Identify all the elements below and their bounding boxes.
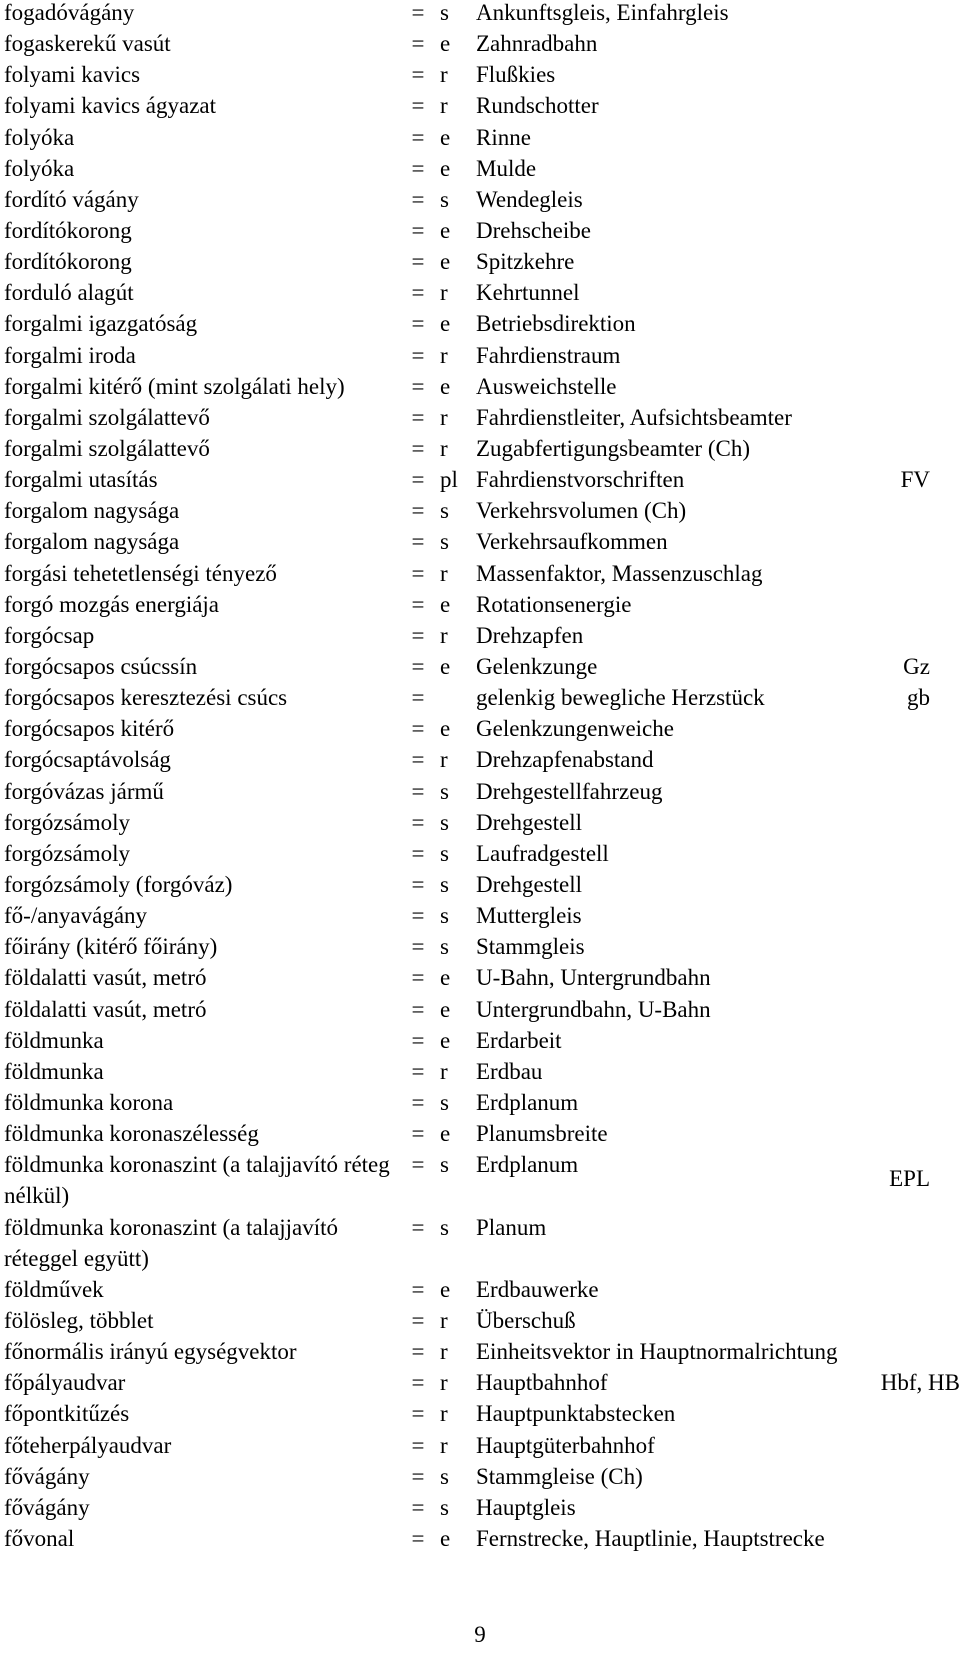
gender-marker: s: [440, 903, 449, 929]
equals-sign: =: [411, 1152, 425, 1178]
abbreviation: EPL: [889, 1166, 930, 1192]
german-term: Planumsbreite: [476, 1121, 608, 1147]
german-term: Stammgleise (Ch): [476, 1463, 643, 1489]
glossary-entry: [0, 218, 960, 249]
gender-marker: e: [440, 311, 451, 337]
equals-sign: =: [411, 1401, 425, 1427]
glossary-entry: [0, 1401, 960, 1432]
german-term: Ankunftsgleis, Einfahrgleis: [476, 0, 729, 25]
german-term: Hauptbahnhof: [476, 1370, 608, 1396]
glossary-entry: [0, 311, 960, 342]
equals-sign: =: [411, 1370, 425, 1396]
glossary-entry: [0, 1028, 960, 1059]
gender-marker: r: [440, 1307, 448, 1333]
gender-marker: s: [440, 809, 449, 835]
gender-marker: e: [440, 1121, 451, 1147]
gender-marker: r: [440, 1339, 448, 1365]
glossary-entry: [0, 716, 960, 747]
glossary-entry: [0, 280, 960, 311]
hungarian-term: forgóvázas jármű: [4, 778, 164, 804]
gender-marker: e: [440, 124, 451, 150]
gender-marker: r: [440, 1401, 448, 1427]
german-term: gelenkig bewegliche Herzstück: [476, 685, 765, 711]
equals-sign: =: [411, 1214, 425, 1240]
hungarian-term: forgási tehetetlenségi tényező: [4, 560, 277, 586]
gender-marker: r: [440, 1370, 448, 1396]
glossary-entry: [0, 685, 960, 716]
equals-sign: =: [411, 31, 425, 57]
german-term: Drehgestell: [476, 871, 583, 897]
german-term: Kehrtunnel: [476, 280, 580, 306]
gender-marker: e: [440, 249, 451, 275]
hungarian-term: fölösleg, többlet: [4, 1307, 154, 1333]
gender-marker: e: [440, 996, 451, 1022]
equals-sign: =: [411, 155, 425, 181]
glossary-entry: [0, 903, 960, 934]
hungarian-term: forgalmi igazgatóság: [4, 311, 198, 337]
hungarian-term: földmunka koronaszint (a talajjavító réteg nélkül): [4, 1152, 390, 1209]
gender-marker: r: [440, 280, 448, 306]
abbreviation: gb: [907, 685, 930, 711]
page-number: 9: [474, 1622, 486, 1647]
glossary-entry: [0, 747, 960, 778]
hungarian-term: forgózsámoly: [4, 840, 131, 866]
german-term: Gelenkzunge: [476, 653, 598, 679]
gender-marker: e: [440, 965, 451, 991]
hungarian-term: fő-/anyavágány: [4, 903, 148, 929]
hungarian-term: földalatti vasút, metró: [4, 996, 207, 1022]
hungarian-term: főnormális irányú egységvektor: [4, 1339, 297, 1365]
equals-sign: =: [411, 280, 425, 306]
glossary-entry: [0, 779, 960, 810]
gender-marker: r: [440, 1432, 448, 1458]
gender-marker: s: [440, 1089, 449, 1115]
hungarian-term: fordítókorong: [4, 249, 132, 275]
hungarian-term: forgalmi utasítás: [4, 467, 158, 493]
glossary-entry: [0, 623, 960, 654]
hungarian-term: fogadóvágány: [4, 0, 135, 25]
gender-marker: s: [440, 1214, 449, 1240]
glossary-entry: [0, 654, 960, 685]
equals-sign: =: [411, 622, 425, 648]
hungarian-term: forgócsapos csúcssín: [4, 653, 198, 679]
glossary-entry: [0, 249, 960, 280]
equals-sign: =: [411, 0, 425, 25]
hungarian-term: földalatti vasút, metró: [4, 965, 207, 991]
equals-sign: =: [411, 685, 425, 711]
hungarian-term: fordítókorong: [4, 217, 132, 243]
gender-marker: r: [440, 747, 448, 773]
hungarian-term: fővágány: [4, 1463, 90, 1489]
equals-sign: =: [411, 467, 425, 493]
german-term: U-Bahn, Untergrundbahn: [476, 965, 711, 991]
hungarian-term: főpontkitűzés: [4, 1401, 130, 1427]
hungarian-term: forgalmi szolgálattevő: [4, 404, 210, 430]
german-term: Fernstrecke, Hauptlinie, Hauptstrecke: [476, 1525, 825, 1551]
gender-marker: e: [440, 373, 451, 399]
glossary-entry: [0, 1526, 960, 1557]
gender-marker: s: [440, 840, 449, 866]
equals-sign: =: [411, 404, 425, 430]
glossary-entry: [0, 187, 960, 218]
german-term: Drehzapfen: [476, 622, 584, 648]
equals-sign: =: [411, 965, 425, 991]
hungarian-term: forduló alagút: [4, 280, 134, 306]
hungarian-term: forgalmi kitérő (mint szolgálati hely): [4, 373, 345, 399]
glossary-entry: [0, 997, 960, 1028]
equals-sign: =: [411, 217, 425, 243]
glossary-entry: [0, 810, 960, 841]
german-term: Drehgestell: [476, 809, 583, 835]
glossary-entry: [0, 1121, 960, 1152]
german-term: Stammgleis: [476, 934, 585, 960]
german-term: Muttergleis: [476, 903, 582, 929]
glossary-entry: [0, 1090, 960, 1121]
glossary-entry: [0, 934, 960, 965]
hungarian-term: földmunka: [4, 1027, 104, 1053]
german-term: Wendegleis: [476, 186, 583, 212]
gender-marker: s: [440, 778, 449, 804]
glossary-entry: [0, 872, 960, 903]
equals-sign: =: [411, 560, 425, 586]
gender-marker: e: [440, 591, 451, 617]
german-term: Fahrdienstvorschriften: [476, 467, 685, 493]
glossary-entry: [0, 529, 960, 560]
abbreviation: Gz: [903, 653, 930, 679]
glossary-entry: [0, 1059, 960, 1090]
glossary-entry: [0, 1370, 960, 1401]
german-term: Betriebsdirektion: [476, 311, 636, 337]
hungarian-term: földmunka: [4, 1058, 104, 1084]
german-term: Mulde: [476, 155, 537, 181]
equals-sign: =: [411, 93, 425, 119]
german-term: Hauptpunktabstecken: [476, 1401, 676, 1427]
equals-sign: =: [411, 778, 425, 804]
german-term: Gelenkzungenweiche: [476, 716, 674, 742]
equals-sign: =: [411, 435, 425, 461]
glossary-entry: [0, 1277, 960, 1308]
gender-marker: r: [440, 404, 448, 430]
hungarian-term: forgalom nagysága: [4, 529, 180, 555]
gender-marker: s: [440, 1463, 449, 1489]
equals-sign: =: [411, 716, 425, 742]
gender-marker: s: [440, 0, 449, 25]
gender-marker: r: [440, 435, 448, 461]
equals-sign: =: [411, 871, 425, 897]
glossary-entry: [0, 1433, 960, 1464]
glossary-entry: [0, 125, 960, 156]
gender-marker: s: [440, 934, 449, 960]
hungarian-term: forgalmi iroda: [4, 342, 136, 368]
german-term: Drehzapfenabstand: [476, 747, 654, 773]
glossary-entry: [0, 0, 960, 31]
gender-marker: r: [440, 93, 448, 119]
glossary-entry: [0, 561, 960, 592]
hungarian-term: földmunka koronaszint (a talajjavító réteggel együtt): [4, 1214, 339, 1271]
german-term: Massenfaktor, Massenzuschlag: [476, 560, 763, 586]
gender-marker: r: [440, 622, 448, 648]
gender-marker: s: [440, 1152, 449, 1178]
hungarian-term: forgó mozgás energiája: [4, 591, 220, 617]
glossary-entry: [0, 1308, 960, 1339]
gender-marker: e: [440, 1276, 451, 1302]
equals-sign: =: [411, 373, 425, 399]
glossary-entry: [0, 343, 960, 374]
german-term: Einheitsvektor in Hauptnormalrichtung: [476, 1339, 838, 1365]
hungarian-term: forgalmi szolgálattevő: [4, 435, 210, 461]
hungarian-term: fogaskerekű vasút: [4, 31, 171, 57]
hungarian-term: forgalom nagysága: [4, 498, 180, 524]
hungarian-term: földmunka koronaszélesség: [4, 1121, 259, 1147]
equals-sign: =: [411, 342, 425, 368]
equals-sign: =: [411, 62, 425, 88]
glossary-entry: [0, 467, 960, 498]
glossary-entry: [0, 965, 960, 996]
glossary-entry: [0, 1464, 960, 1495]
equals-sign: =: [411, 1432, 425, 1458]
gender-marker: r: [440, 1058, 448, 1084]
gender-marker: pl: [440, 467, 458, 493]
glossary-entry: [0, 62, 960, 93]
glossary-entry: [0, 1152, 960, 1214]
equals-sign: =: [411, 498, 425, 524]
german-term: Hauptgleis: [476, 1494, 576, 1520]
gender-marker: e: [440, 155, 451, 181]
glossary-entry: [0, 156, 960, 187]
hungarian-term: földmunka korona: [4, 1089, 174, 1115]
german-term: Ausweichstelle: [476, 373, 617, 399]
equals-sign: =: [411, 249, 425, 275]
german-term: Verkehrsvolumen (Ch): [476, 498, 687, 524]
gender-marker: e: [440, 31, 451, 57]
german-term: Erdarbeit: [476, 1027, 562, 1053]
german-term: Erdplanum: [476, 1152, 579, 1178]
german-term: Fahrdienstraum: [476, 342, 621, 368]
equals-sign: =: [411, 1121, 425, 1147]
german-term: Flußkies: [476, 62, 556, 88]
hungarian-term: földművek: [4, 1276, 104, 1302]
equals-sign: =: [411, 1339, 425, 1365]
german-term: Überschuß: [476, 1307, 576, 1333]
gender-marker: s: [440, 871, 449, 897]
german-term: Rinne: [476, 124, 531, 150]
abbreviation: Hbf, HB: [880, 1370, 960, 1396]
equals-sign: =: [411, 840, 425, 866]
equals-sign: =: [411, 934, 425, 960]
glossary-entry: [0, 1495, 960, 1526]
gender-marker: s: [440, 186, 449, 212]
glossary-entry: [0, 31, 960, 62]
hungarian-term: forgócsapos keresztezési csúcs: [4, 685, 288, 711]
equals-sign: =: [411, 1276, 425, 1302]
glossary-entry: [0, 1215, 960, 1277]
hungarian-term: főpályaudvar: [4, 1370, 126, 1396]
german-term: Planum: [476, 1214, 547, 1240]
german-term: Erdbau: [476, 1058, 543, 1084]
gender-marker: s: [440, 498, 449, 524]
hungarian-term: folyóka: [4, 155, 75, 181]
hungarian-term: forgócsapos kitérő: [4, 716, 175, 742]
glossary-entry: [0, 374, 960, 405]
german-term: Erdplanum: [476, 1089, 579, 1115]
german-term: Hauptgüterbahnhof: [476, 1432, 655, 1458]
glossary-entry: [0, 405, 960, 436]
hungarian-term: folyóka: [4, 124, 75, 150]
equals-sign: =: [411, 1058, 425, 1084]
glossary-entry: [0, 498, 960, 529]
german-term: Zahnradbahn: [476, 31, 598, 57]
equals-sign: =: [411, 311, 425, 337]
abbreviation: FV: [900, 467, 930, 493]
gender-marker: e: [440, 1027, 451, 1053]
gender-marker: e: [440, 716, 451, 742]
german-term: Spitzkehre: [476, 249, 575, 275]
equals-sign: =: [411, 124, 425, 150]
german-term: Rundschotter: [476, 93, 599, 119]
equals-sign: =: [411, 591, 425, 617]
hungarian-term: folyami kavics ágyazat: [4, 93, 217, 119]
glossary-entry: [0, 1339, 960, 1370]
equals-sign: =: [411, 1089, 425, 1115]
gender-marker: e: [440, 653, 451, 679]
equals-sign: =: [411, 653, 425, 679]
german-term: Laufradgestell: [476, 840, 609, 866]
gender-marker: s: [440, 529, 449, 555]
hungarian-term: folyami kavics: [4, 62, 141, 88]
gender-marker: e: [440, 217, 451, 243]
glossary-entry: [0, 592, 960, 623]
german-term: Untergrundbahn, U-Bahn: [476, 996, 711, 1022]
hungarian-term: fővágány: [4, 1494, 90, 1520]
equals-sign: =: [411, 1525, 425, 1551]
german-term: Rotationsenergie: [476, 591, 632, 617]
german-term: Erdbauwerke: [476, 1276, 599, 1302]
equals-sign: =: [411, 186, 425, 212]
gender-marker: r: [440, 62, 448, 88]
german-term: Fahrdienstleiter, Aufsichtsbeamter: [476, 404, 792, 430]
equals-sign: =: [411, 996, 425, 1022]
hungarian-term: forgózsámoly (forgóváz): [4, 871, 233, 897]
hungarian-term: főteherpályaudvar: [4, 1432, 172, 1458]
gender-marker: r: [440, 342, 448, 368]
equals-sign: =: [411, 747, 425, 773]
hungarian-term: forgózsámoly: [4, 809, 131, 835]
equals-sign: =: [411, 809, 425, 835]
equals-sign: =: [411, 903, 425, 929]
gender-marker: s: [440, 1494, 449, 1520]
german-term: Drehgestellfahrzeug: [476, 778, 663, 804]
hungarian-term: forgócsap: [4, 622, 95, 648]
equals-sign: =: [411, 1027, 425, 1053]
glossary-entry: [0, 436, 960, 467]
equals-sign: =: [411, 1463, 425, 1489]
german-term: Verkehrsaufkommen: [476, 529, 668, 555]
hungarian-term: fővonal: [4, 1525, 75, 1551]
glossary-entry: [0, 93, 960, 124]
equals-sign: =: [411, 1494, 425, 1520]
german-term: Drehscheibe: [476, 217, 591, 243]
hungarian-term: forgócsaptávolság: [4, 747, 171, 773]
glossary-entry: [0, 841, 960, 872]
hungarian-term: fordító vágány: [4, 186, 139, 212]
equals-sign: =: [411, 1307, 425, 1333]
gender-marker: r: [440, 560, 448, 586]
hungarian-term: főirány (kitérő főirány): [4, 934, 218, 960]
german-term: Zugabfertigungsbeamter (Ch): [476, 435, 750, 461]
gender-marker: e: [440, 1525, 451, 1551]
equals-sign: =: [411, 529, 425, 555]
